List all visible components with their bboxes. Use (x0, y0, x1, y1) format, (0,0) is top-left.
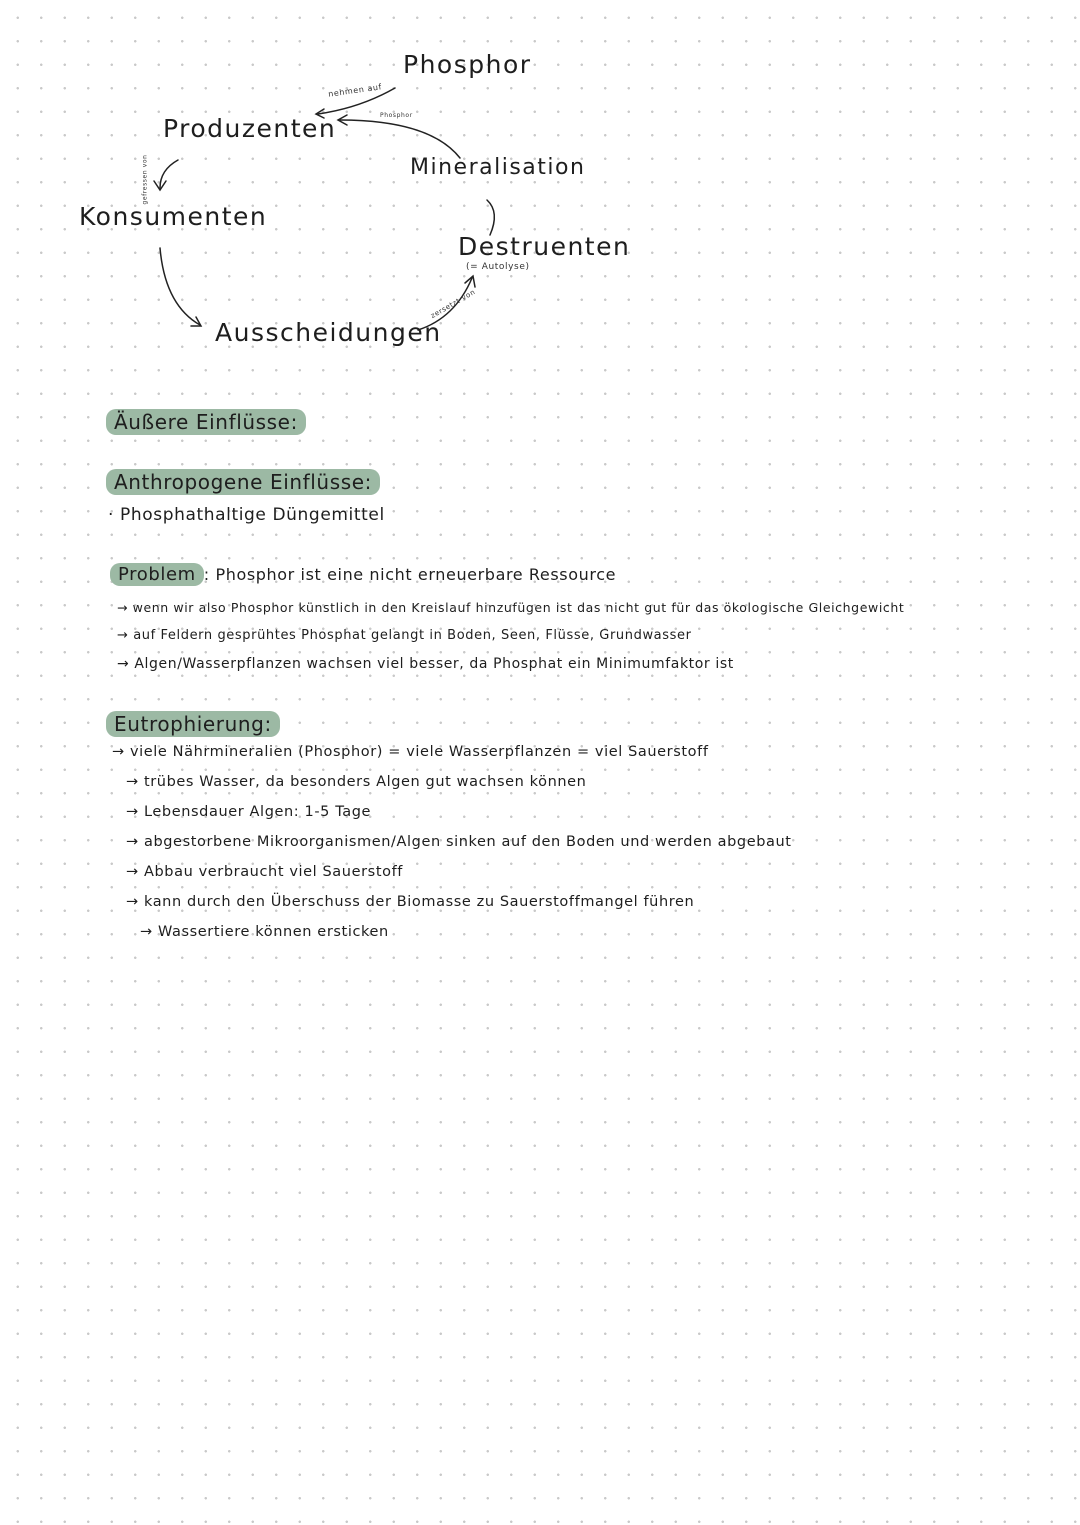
heading-aeussere-einfluesse (106, 410, 306, 434)
label-zersetzt-von: zersetzt von (429, 287, 477, 321)
problem-line (110, 564, 616, 585)
problem-text: : Phosphor ist eine nicht erneuerbare Ressource (203, 565, 617, 584)
eutro-line-3: → Lebensdauer Algen: 1-5 Tage (126, 804, 372, 820)
node-phosphor: Phosphor (403, 50, 532, 79)
heading-anthropogene-einfluesse (106, 470, 380, 494)
eutro-line-4: → abgestorbene Mikroorganismen/Algen sinken auf den Boden und werden abgebaut (126, 834, 792, 850)
arrow-destruenten-to-mineralisation (487, 200, 494, 235)
eutro-line-7: → Wassertiere können ersticken (140, 924, 389, 940)
arrow-produzenten-to-konsumenten (160, 160, 178, 188)
eutro-line-2: → trübes Wasser, da besonders Algen gut wachsen können (126, 774, 587, 790)
heading-aeussere-einfluesse-text: Äußere Einflüsse: (106, 409, 306, 435)
node-konsumenten: Konsumenten (79, 202, 268, 231)
problem-bullet-3: → Algen/Wasserpflanzen wachsen viel besser, da Phosphat ein Minimumfaktor ist (117, 656, 734, 672)
heading-anthropogene-einfluesse-text: Anthropogene Einflüsse: (106, 469, 380, 495)
phosphor-cycle-diagram (0, 0, 1080, 400)
anthropogene-item: · Phosphathaltige Düngemittel (108, 505, 385, 525)
node-ausscheidungen: Ausscheidungen (215, 318, 442, 347)
eutro-line-5: → Abbau verbraucht viel Sauerstoff (126, 864, 403, 880)
node-produzenten: Produzenten (163, 114, 337, 143)
eutro-line-6: → kann durch den Überschuss der Biomasse zu Sauerstoffmangel führen (126, 894, 695, 910)
problem-bullet-2: → auf Feldern gesprühtes Phosphat gelangt in Boden, Seen, Flüsse, Grundwasser (117, 628, 692, 643)
node-mineralisation: Mineralisation (410, 155, 586, 180)
arrow-mineralisation-to-produzenten (340, 120, 460, 158)
arrow-konsumenten-to-ausscheidungen (160, 248, 200, 325)
label-phosphor-small: Phosphor (380, 112, 413, 119)
arrowhead (191, 317, 201, 326)
node-destruenten: Destruenten (458, 232, 631, 261)
eutro-line-1: → viele Nährmineralien (Phosphor) = viele Wasserpflanzen = viel Sauerstoff (112, 744, 709, 760)
heading-eutrophierung (106, 712, 280, 736)
heading-eutrophierung-text: Eutrophierung: (106, 711, 280, 737)
label-nehmen-auf: nehmen auf (327, 82, 383, 99)
label-gefressen-von: gefressen von (141, 154, 149, 205)
problem-bullet-1: → wenn wir also Phosphor künstlich in den Kreislauf hinzufügen ist das nicht gut für das ökologische Gleichgewicht (117, 600, 905, 615)
problem-label: Problem (110, 563, 204, 586)
label-autolyse: (= Autolyse) (466, 262, 530, 272)
